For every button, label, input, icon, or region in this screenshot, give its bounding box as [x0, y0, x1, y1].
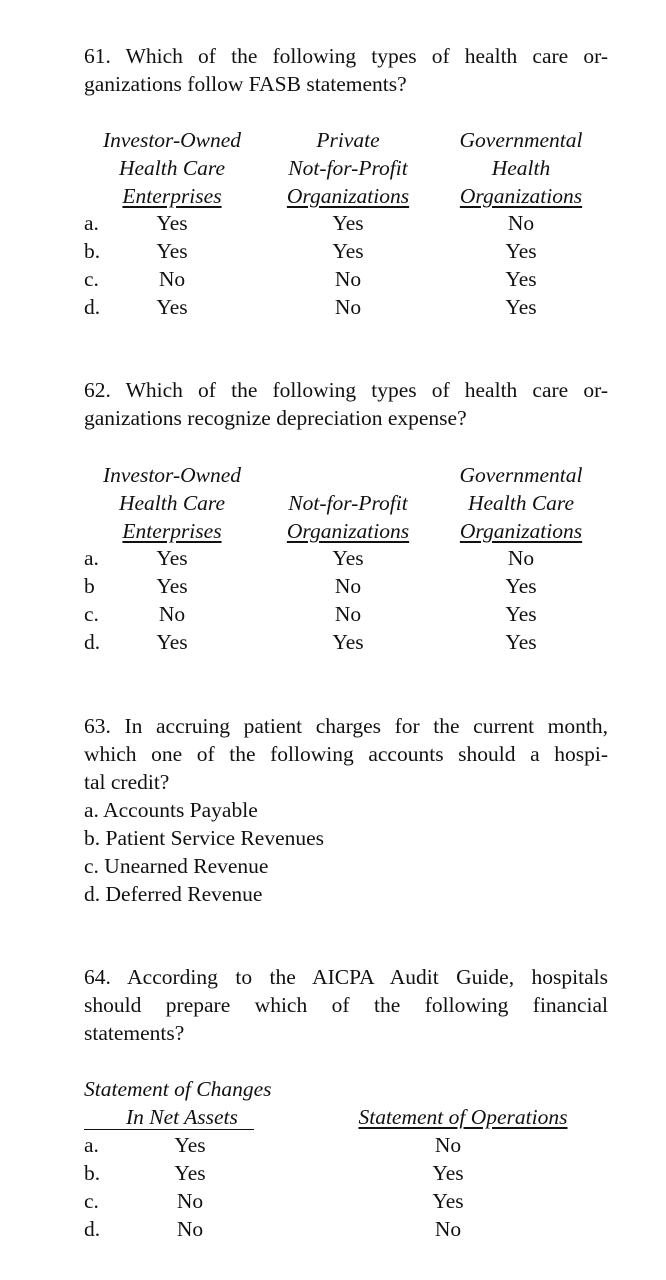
table-cell: Yes — [174, 1133, 206, 1157]
row-label: a. — [84, 1133, 99, 1157]
table-cell: Yes — [505, 630, 537, 654]
table-cell: No — [507, 546, 535, 570]
q64-header-changes-in-net-assets: Statement of Changes In Net Assets — [84, 1077, 272, 1129]
question-line: 63. In accruing patient charges for the current month, — [84, 714, 608, 738]
table-cell: No — [334, 295, 362, 319]
table-cell: Yes — [156, 630, 188, 654]
table-cell: No — [334, 602, 362, 626]
table-cell: Yes — [505, 574, 537, 598]
header-underline — [84, 1129, 254, 1130]
row-label: c. — [84, 267, 99, 291]
table-cell: Yes — [156, 574, 188, 598]
table-cell: Yes — [505, 602, 537, 626]
question-line: statements? — [84, 1021, 185, 1045]
row-label: b. — [84, 1161, 101, 1185]
question-61-text — [84, 42, 608, 98]
table-cell: Yes — [505, 295, 537, 319]
answer-option-d: d. Deferred Revenue — [84, 882, 263, 906]
q61-header-investor-owned: Investor-Owned Health Care Enterprises — [102, 128, 242, 208]
question-line: 61. Which of the following types of health care or- — [84, 44, 608, 68]
table-cell: No — [158, 602, 186, 626]
table-cell: Yes — [156, 546, 188, 570]
row-label: c. — [84, 1189, 99, 1213]
question-line: which one of the following accounts should a hospi- — [84, 742, 608, 766]
question-line: ganizations follow FASB statements? — [84, 72, 407, 96]
q61-header-private-nfp: Private Not-for-Profit Organizations — [286, 128, 410, 208]
question-line: 64. According to the AICPA Audit Guide, hospitals — [84, 965, 608, 989]
table-cell: No — [334, 267, 362, 291]
answer-option-c: c. Unearned Revenue — [84, 854, 269, 878]
row-label: d. — [84, 295, 101, 319]
question-line: 62. Which of the following types of health care or- — [84, 378, 608, 402]
q62-header-nfp: Not-for-Profit Organizations — [286, 491, 410, 543]
table-cell: Yes — [332, 546, 364, 570]
row-label: a. — [84, 211, 99, 235]
table-cell: No — [434, 1217, 462, 1241]
table-cell: Yes — [332, 211, 364, 235]
row-label: b — [84, 574, 95, 598]
row-label: d. — [84, 630, 101, 654]
table-cell: No — [507, 211, 535, 235]
table-cell: Yes — [174, 1161, 206, 1185]
question-line: should prepare which of the following financial — [84, 993, 608, 1017]
answer-option-b: b. Patient Service Revenues — [84, 826, 325, 850]
q62-header-investor-owned: Investor-Owned Health Care Enterprises — [102, 463, 242, 543]
table-cell: No — [334, 574, 362, 598]
answer-option-a: a. Accounts Payable — [84, 798, 258, 822]
table-cell: No — [434, 1133, 462, 1157]
table-cell: Yes — [332, 239, 364, 263]
question-line: ganizations recognize depreciation expense? — [84, 406, 467, 430]
row-label: b. — [84, 239, 101, 263]
question-64-text — [84, 963, 608, 1047]
question-line: tal credit? — [84, 770, 170, 794]
table-cell: No — [158, 267, 186, 291]
q62-header-governmental: Governmental Health Care Organizations — [459, 463, 583, 543]
table-cell: No — [176, 1217, 204, 1241]
q61-header-governmental: Governmental Health Organizations — [459, 128, 583, 208]
table-cell: Yes — [432, 1161, 464, 1185]
q64-header-operations: Statement of Operations — [358, 1105, 568, 1129]
table-cell: Yes — [156, 295, 188, 319]
table-cell: Yes — [156, 239, 188, 263]
table-cell: Yes — [432, 1189, 464, 1213]
question-63-text — [84, 712, 608, 796]
row-label: a. — [84, 546, 99, 570]
table-cell: Yes — [156, 211, 188, 235]
row-label: c. — [84, 602, 99, 626]
question-62-text — [84, 376, 608, 432]
row-label: d. — [84, 1217, 101, 1241]
table-cell: No — [176, 1189, 204, 1213]
table-cell: Yes — [505, 239, 537, 263]
table-cell: Yes — [332, 630, 364, 654]
table-cell: Yes — [505, 267, 537, 291]
